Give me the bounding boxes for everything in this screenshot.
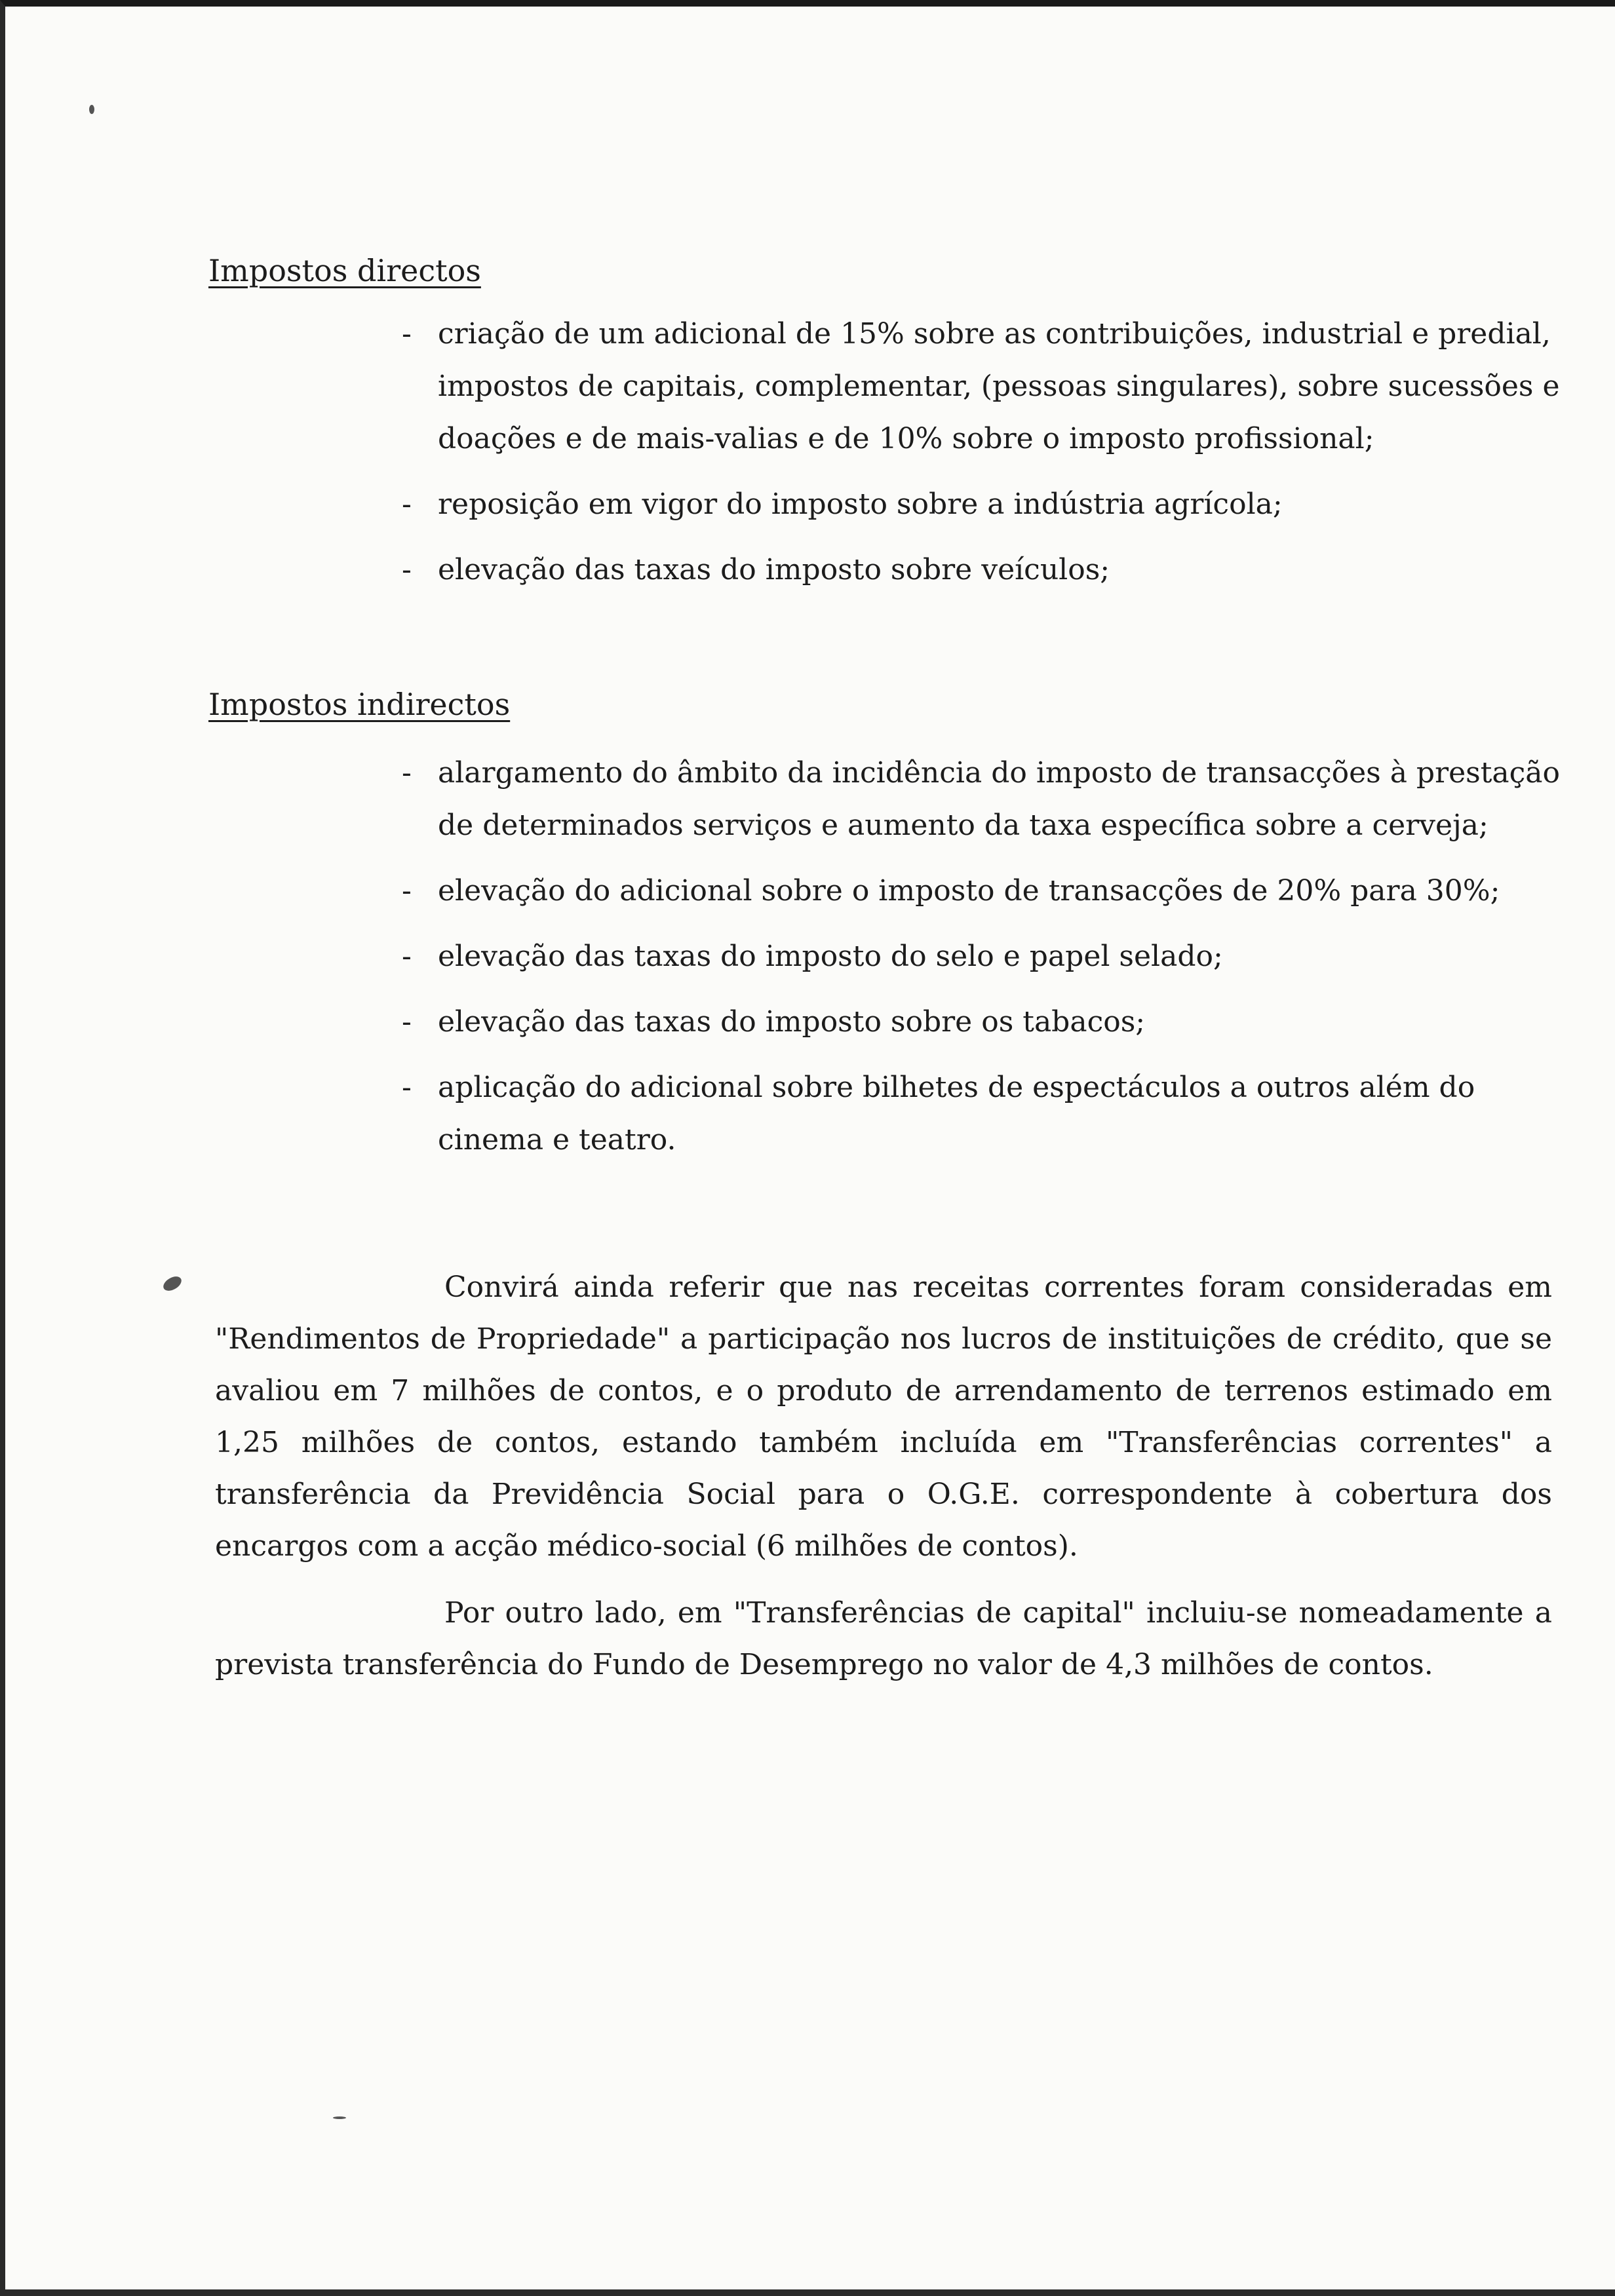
bullet-dash: - <box>402 874 412 908</box>
list-item <box>402 747 1575 852</box>
list-item-text: elevação do adicional sobre o imposto de transacções de 20% para 30%; <box>438 874 1500 908</box>
list-item <box>402 865 1575 917</box>
bullet-dash: - <box>402 1005 412 1039</box>
list-item <box>402 996 1575 1048</box>
body-paragraph: Convirá ainda referir que nas receitas correntes foram consideradas em "Rendimentos de Propriedade" a participação nos lucros de instituições de crédito, que se avaliou em 7 milhões de contos, e o produto de arrendamento de terrenos estimado em 1,25 milhões de contos, estando também incluída em "Transferências correntes" a transferência da Previdência Social para o O.G.E. correspondente à cobertura dos encargos com a acção médico-social (6 milhões de contos). <box>215 1271 1552 1563</box>
page-bottom-edge <box>5 2289 1615 2296</box>
list-item <box>402 1062 1575 1166</box>
list-item-text: elevação das taxas do imposto sobre os tabacos; <box>438 1005 1146 1039</box>
scan-speck <box>161 1274 184 1294</box>
list-item-text: elevação das taxas do imposto do selo e papel selado; <box>438 940 1223 973</box>
direct-taxes-list <box>402 308 1575 609</box>
bullet-dash: - <box>402 756 412 790</box>
scan-speck <box>89 105 94 114</box>
list-item-text: criação de um adicional de 15% sobre as contribuições, industrial e predial, impostos de capitais, complementar, (pessoas singulares), sobre sucessões e doações e de mais-valias e de 10% sobre o imposto profissional; <box>438 317 1560 455</box>
list-item-text: reposição em vigor do imposto sobre a indústria agrícola; <box>438 488 1283 521</box>
scan-speck <box>333 2116 346 2119</box>
list-item-text: alargamento do âmbito da incidência do imposto de transacções à prestação de determinados serviços e aumento da taxa específica sobre a cerveja; <box>438 756 1561 842</box>
list-item-text: elevação das taxas do imposto sobre veículos; <box>438 553 1110 586</box>
list-item <box>402 478 1575 531</box>
list-item <box>402 544 1575 596</box>
list-item <box>402 930 1575 983</box>
body-paragraph: Por outro lado, em "Transferências de capital" incluiu-se nomeadamente a prevista transferência do Fundo de Desemprego no valor de 4,3 milhões de contos. <box>215 1596 1552 1681</box>
list-item-text: aplicação do adicional sobre bilhetes de espectáculos a outros além do cinema e teatro. <box>438 1071 1475 1157</box>
indirect-taxes-list <box>402 747 1575 1179</box>
bullet-dash: - <box>402 488 412 521</box>
section-heading-direct-taxes: Impostos directos <box>208 253 481 288</box>
bullet-dash: - <box>402 553 412 586</box>
section-heading-indirect-taxes: Impostos indirectos <box>208 687 511 722</box>
list-item <box>402 308 1575 465</box>
bullet-dash: - <box>402 1071 412 1104</box>
bullet-dash: - <box>402 317 412 351</box>
bullet-dash: - <box>402 940 412 973</box>
